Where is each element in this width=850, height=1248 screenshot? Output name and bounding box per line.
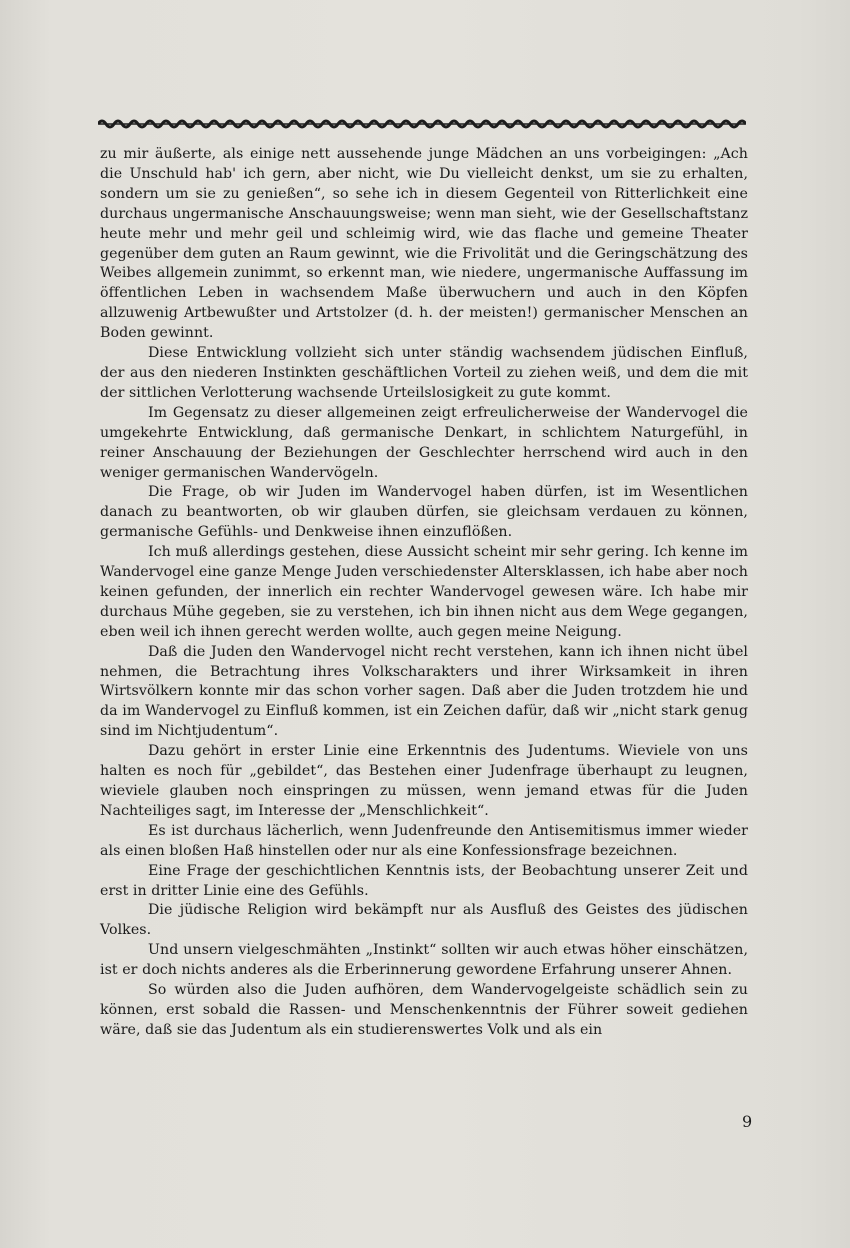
paragraph: zu mir äußerte, als einige nett aussehende junge Mädchen an uns vorbeigingen: „Ach die Unschuld hab' ich gern, aber nicht, wie Du vielleicht denkst, um sie zu erhalten, sondern um sie zu genießen“, so sehe ich in diesem Gegenteil von Ritterlichkeit eine durchaus ungermanische Anschauungsweise; wenn man sieht, wie der Gesellschaftstanz heute mehr und mehr geil und schleimig wird, wie das flache und gemeine Theater gegenüber dem guten an Raum gewinnt, wie die Frivolität und die Geringschätzung des Weibes allgemein zunimmt, so erkennt man, wie niedere, ungermanische Auffassung im öffentlichen Leben in wachsendem Maße überwuchern und auch in den Köpfen allzuwenig Artbewußter und Artstolzer (d. h. der meisten!) germanischer Menschen an Boden gewinnt. — [100, 146, 748, 342]
paragraph: Dazu gehört in erster Linie eine Erkenntnis des Judentums. Wieviele von uns halten es noch für „gebildet“, das Bestehen einer Judenfrage überhaupt zu leugnen, wieviele glauben noch einspringen zu müssen, wenn jemand etwas für die Juden Nachteiliges sagt, im Interesse der „Menschlichkeit“. — [100, 743, 748, 819]
paragraph: Ich muß allerdings gestehen, diese Aussicht scheint mir sehr gering. Ich kenne im Wandervogel eine ganze Menge Juden verschiedenster Altersklassen, ich habe aber noch keinen gefunden, der innerlich ein rechter Wandervogel gewesen wäre. Ich habe mir durchaus Mühe gegeben, sie zu verstehen, ich bin ihnen nicht aus dem Wege gegangen, eben weil ich ihnen gerecht werden wollte, auch gegen meine Neigung. — [100, 544, 748, 640]
paragraph: Im Gegensatz zu dieser allgemeinen zeigt erfreulicherweise der Wandervogel die umgekehrte Entwicklung, daß germanische Denkart, in schlichtem Naturgefühl, in reiner Anschauung der Beziehungen der Geschlechter herrschend wird auch in den weniger germanischen Wandervögeln. — [100, 404, 748, 481]
paragraph: So würden also die Juden aufhören, dem Wandervogelgeiste schädlich sein zu können, erst sobald die Rassen- und Menschenkenntnis der Führer soweit gediehen wäre, daß sie das Judentum als ein studierenswertes Volk und als ein — [100, 982, 748, 1038]
paragraph: Es ist durchaus lächerlich, wenn Judenfreunde den Antisemitismus immer wieder als einen bloßen Haß hinstellen oder nur als eine Konfessionsfrage bezeichnen. — [100, 822, 748, 859]
paragraph: Diese Entwicklung vollzieht sich unter ständig wachsendem jüdischen Einfluß, der aus den niederen Instinkten geschäftlichen Vorteil zu ziehen weiß, und dem die mit der sittlichen Verlotterung wachsende Urteilslosigkeit zu gute kommt. — [100, 345, 748, 401]
body-text — [100, 145, 748, 1041]
page-number: 9 — [742, 1112, 753, 1131]
paragraph: Daß die Juden den Wandervogel nicht recht verstehen, kann ich ihnen nicht übel nehmen, die Betrachtung ihres Volkscharakters und ihrer Wirksamkeit in ihren Wirtsvölkern konnte mir das schon vorher sagen. Daß aber die Juden trotzdem hie und da im Wandervogel zu Einfluß kommen, ist ein Zeichen dafür, daß wir „nicht stark genug sind im Nichtjudentum“. — [100, 643, 748, 740]
paragraph: Eine Frage der geschichtlichen Kenntnis ists, der Beobachtung unserer Zeit und erst in dritter Linie eine des Gefühls. — [100, 862, 748, 899]
paragraph: Die Frage, ob wir Juden im Wandervogel haben dürfen, ist im Wesentlichen danach zu beantworten, ob wir glauben dürfen, sie gleichsam verdauen zu können, germanische Gefühls- und Denkweise ihnen einzuflößen. — [100, 484, 748, 541]
decorative-rule — [98, 117, 746, 131]
paragraph: Die jüdische Religion wird bekämpft nur als Ausfluß des Geistes des jüdischen Volkes. — [100, 902, 748, 939]
paragraph: Und unsern vielgeschmähten „Instinkt“ sollten wir auch etwas höher einschätzen, ist er doch nichts anderes als die Erberinnerung gewordene Erfahrung unserer Ahnen. — [100, 942, 748, 979]
